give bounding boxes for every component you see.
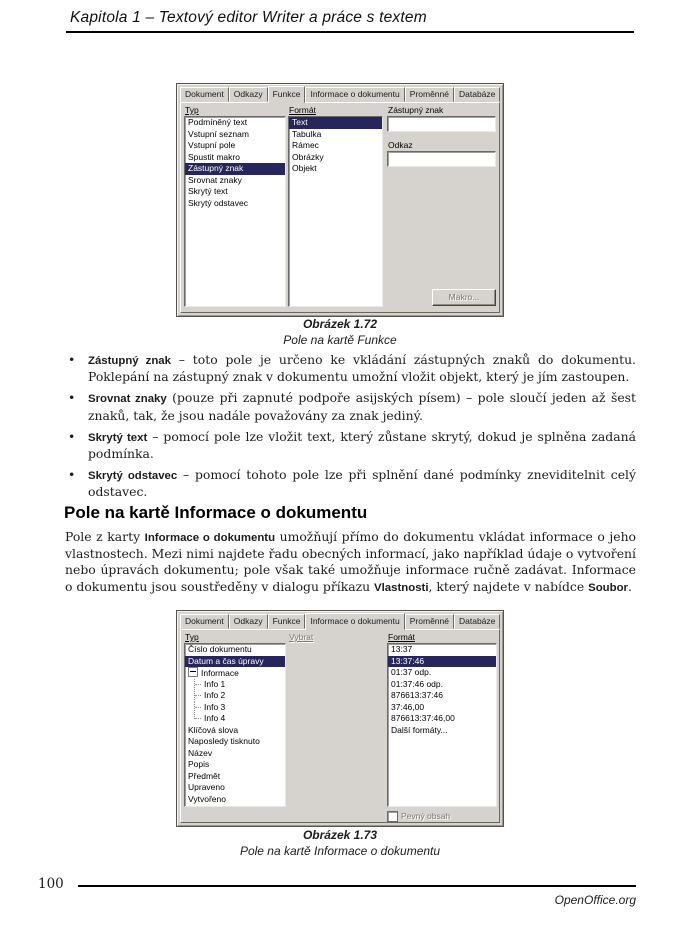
list-item[interactable]: Další formáty...: [391, 724, 448, 735]
tab-promenne[interactable]: Proměnné: [405, 87, 454, 102]
list-item[interactable]: Tabulka: [292, 128, 322, 139]
definition: – pomocí tohoto pole lze při splnění dané podmínky zneviditelnit celý odstavec.: [88, 467, 636, 500]
reference-label: Odkaz: [388, 140, 413, 150]
footer-divider: [78, 885, 636, 887]
tab-funkce[interactable]: Funkce: [268, 614, 306, 629]
figure2-caption: [110, 828, 570, 859]
type-tree: [184, 643, 286, 807]
list-item[interactable]: 13:37: [391, 644, 413, 654]
list-item: [65, 467, 636, 500]
footer-brand: OpenOffice.org: [554, 893, 636, 907]
tab-funkce[interactable]: Funkce: [268, 86, 306, 103]
figure-title: Pole na kartě Informace o dokumentu: [239, 844, 441, 858]
list-item[interactable]: Objekt: [292, 163, 317, 173]
list-item[interactable]: Srovnat znaky: [188, 174, 242, 185]
definition: – toto pole je určeno ke vkládání zástupných znaků do dokumentu. Poklepání na zástupný znak v dokumentu umožní vložit objekt, který je jím zastoupen.: [88, 352, 636, 385]
header-divider: [66, 31, 634, 33]
format-label: Formát: [289, 105, 316, 115]
dialog-tab-bar: [180, 613, 500, 629]
list-item[interactable]: Obrázky: [292, 151, 324, 162]
term: Srovnat znaky: [88, 393, 167, 406]
placeholder-input[interactable]: [387, 116, 496, 132]
bullet-list: [65, 352, 636, 506]
figure-title: Pole na kartě Funkce: [283, 333, 397, 347]
list-item[interactable]: 01:37 odp.: [391, 667, 432, 677]
list-item[interactable]: Spustit makro: [188, 151, 240, 162]
tree-item[interactable]: Název: [188, 747, 213, 758]
type-label: Typ: [185, 632, 199, 642]
tree-item[interactable]: Číslo dokumentu: [188, 644, 252, 654]
tab-databaze[interactable]: Databáze: [454, 87, 500, 102]
fields-dialog-funkce: [176, 83, 504, 317]
fixed-content-checkbox[interactable]: [387, 811, 398, 822]
tree-item[interactable]: Vytvořeno: [188, 793, 226, 804]
fixed-content-label: Pevný obsah: [401, 811, 451, 821]
list-item: [65, 390, 636, 423]
list-item: [65, 352, 636, 385]
list-item[interactable]: Skrytý text: [188, 186, 228, 196]
tree-item-selected[interactable]: Datum a čas úpravy: [185, 656, 285, 668]
tab-informace-o-dokumentu[interactable]: Informace o dokumentu: [305, 613, 404, 630]
list-item[interactable]: Vstupní pole: [188, 140, 236, 150]
tree-child-item[interactable]: Info 4: [185, 713, 285, 725]
list-item[interactable]: Skrytý odstavec: [188, 197, 248, 208]
tab-dokument[interactable]: Dokument: [180, 87, 229, 102]
tree-item[interactable]: Upraveno: [188, 782, 225, 792]
tree-child-item[interactable]: Info 3: [185, 702, 285, 714]
format-list: [387, 643, 497, 807]
list-item-selected[interactable]: Text: [289, 117, 382, 129]
placeholder-label: Zástupný znak: [388, 105, 444, 115]
dialog-panel: [180, 629, 500, 823]
term: Skrytý text: [88, 431, 148, 444]
term: Zástupný znak: [88, 355, 171, 367]
tab-dokument[interactable]: Dokument: [180, 614, 229, 629]
reference-input[interactable]: [387, 151, 496, 167]
collapse-icon[interactable]: [188, 667, 198, 677]
list-item-selected[interactable]: Zástupný znak: [185, 163, 285, 175]
tree-item[interactable]: Předmět: [188, 770, 221, 781]
list-item: [65, 429, 636, 462]
figure1-caption: [110, 317, 570, 348]
tab-databaze[interactable]: Databáze: [454, 614, 500, 629]
figure-number: Obrázek 1.72: [302, 317, 378, 331]
tab-odkazy[interactable]: Odkazy: [229, 87, 268, 102]
dialog-panel: [180, 102, 500, 313]
section-paragraph: Pole z karty Informace o dokumentu umožňují přímo do dokumentu vkládat informace o jeho vlastnostech. Mezi nimi najdete řadu obecných informací, jako například údaje o vytvoření nebo úpravách dokumentu; pole však také umožňuje informace ručně zadávat. Informace o dokumentu jsou soustředěny v dialogu příkazu Vlastnosti, který najdete v nabídce Soubor.: [65, 529, 637, 594]
tree-child-item[interactable]: Info 1: [185, 679, 285, 691]
list-item[interactable]: 876613:37:46: [391, 690, 443, 700]
list-item-selected[interactable]: 13:37:46: [388, 656, 496, 668]
list-item[interactable]: Vstupní seznam: [188, 128, 249, 139]
dialog-tab-bar: [180, 86, 500, 102]
tab-odkazy[interactable]: Odkazy: [229, 614, 268, 629]
page-number: 100: [38, 876, 64, 892]
section-heading: Pole na kartě Informace o dokumentu: [64, 503, 368, 522]
tree-child-item[interactable]: Info 2: [185, 690, 285, 702]
type-label: Typ: [185, 105, 199, 115]
definition: (pouze při zapnuté podpoře asijských písem) – pole sloučí jeden až šest znaků, tak, že jsou nadále považovány za znak jediný.: [88, 390, 636, 423]
tree-item[interactable]: Klíčová slova: [188, 724, 239, 735]
chapter-header-title: Kapitola 1 – Textový editor Writer a práce s textem: [70, 9, 427, 26]
fields-dialog-informace: [176, 610, 504, 827]
list-item[interactable]: Rámec: [292, 140, 319, 150]
list-item[interactable]: 01:37:46 odp.: [391, 678, 443, 689]
type-list: [184, 116, 286, 307]
tree-item[interactable]: Naposledy tisknuto: [188, 736, 260, 746]
select-label: Vybrat: [289, 632, 314, 642]
figure-number: Obrázek 1.73: [302, 828, 378, 842]
tree-item[interactable]: [185, 667, 285, 679]
format-list: [288, 116, 383, 307]
list-item[interactable]: 37:46,00: [391, 701, 425, 712]
tree-item-label: Informace: [201, 668, 239, 678]
macro-button[interactable]: Makro...: [432, 289, 496, 306]
tab-promenne[interactable]: Proměnné: [405, 614, 454, 629]
term: Skrytý odstavec: [88, 470, 178, 483]
tab-informace-o-dokumentu[interactable]: Informace o dokumentu: [305, 87, 404, 102]
format-label: Formát: [388, 632, 415, 642]
list-item[interactable]: 876613:37:46,00: [391, 713, 455, 723]
list-item[interactable]: Podmíněný text: [188, 117, 248, 127]
tree-item[interactable]: Popis: [188, 759, 210, 769]
definition: – pomocí pole lze vložit text, který zůstane skrytý, dokud je splněna zadaná podmínka.: [88, 428, 636, 462]
